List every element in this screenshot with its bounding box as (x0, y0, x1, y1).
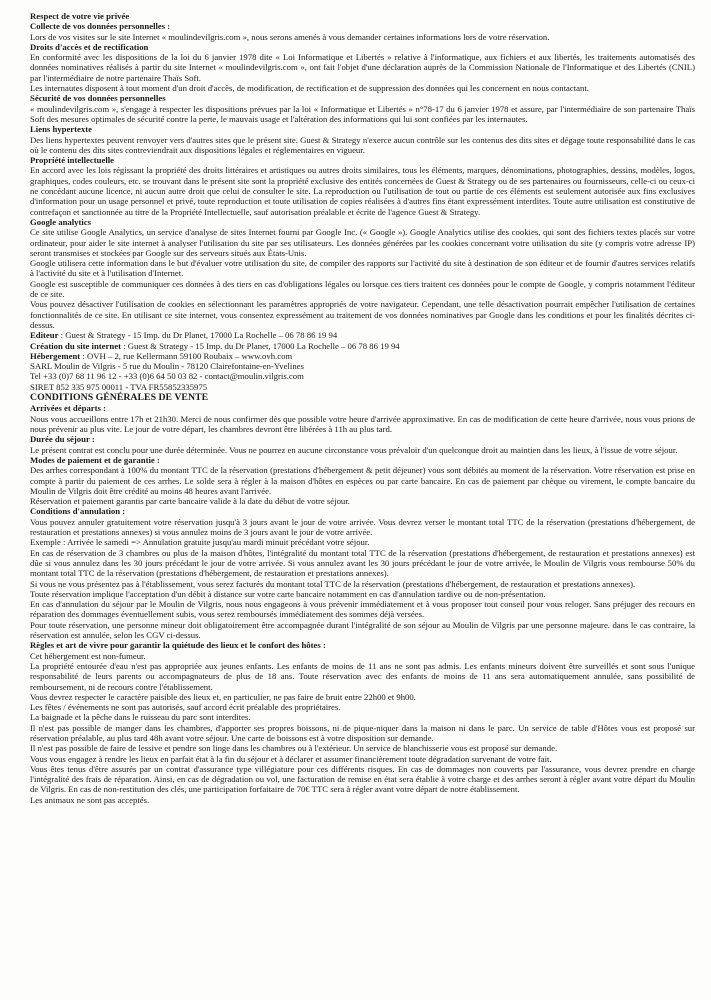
document-title: CONDITIONS GÉNÉRALES DE VENTE (30, 391, 209, 403)
contact-info-line (30, 330, 695, 340)
paragraph: Si vous ne vous présentez pas à l'établissement, vous serez facturés du montant total TTC de la réservation (prestations d'hébergement, de restauration et prestations annexes). (30, 578, 636, 589)
paragraph: Il n'est pas possible de faire de lessive et pendre son linge dans les chambres ou à l'extérieur. Un service de blanchisserie vous est proposé sur demande. (30, 743, 558, 754)
paragraph: Le présent contrat est conclu pour une durée déterminée. Vous ne pourrez en aucune circonstance vous prévaloir d'un quelconque droit au maintien dans les lieux, à l'issue de votre séjour. (30, 444, 678, 455)
paragraph: En conformité avec les dispositions de la loi du 6 janvier 1978 dite « Loi Informatique et Libertés » relative à l'informatique, aux fichiers et aux libertés, les traitements automatisés des données nominatives réalisés à partir du site Internet « moulindevilgris.com », ont fait l'objet d'une déclaration auprès de la Commission Nationale de l'Informatique et des Libertés (CNIL) par l'intermédiaire de notre partenaire Thaïs Soft. (30, 52, 695, 83)
paragraph: Vous vous engagez à rendre les lieux en parfait état à la fin du séjour et à déclarer et assumer financièrement toute dégradation survenant de votre fait. (30, 753, 552, 764)
paragraph: Nous vous accueillons entre 17h et 21h30. Merci de nous confirmer dès que possible votre heure d'arrivée approximative. En cas de modification de cette heure d'arrivée, nous vous prions de nous prévenir au plus vite. Le jour de votre départ, les chambres devront être libérées à 11h au plus tard. (30, 413, 695, 435)
section-heading: Sécurité de vos données personnelles (30, 93, 166, 104)
paragraph: Vous pouvez annuler gratuitement votre réservation jusqu'à 3 jours avant le jour de votre arrivée. Vous devrez verser le montant total TTC de la réservation (prestations d'hébergement, de restauration et prestations annexes) si vous annulez moins de 3 jours avant le jour de votre arrivée. (30, 516, 695, 538)
section-heading: Propriété intellectuelle (30, 155, 115, 166)
section-heading: Durée du séjour : (30, 434, 95, 445)
section-heading: Collecte de vos données personnelles : (30, 21, 171, 32)
section-heading: Respect de votre vie privée (30, 11, 130, 21)
paragraph: Toute réservation implique l'acceptation d'un débit à distance sur votre carte bancaire notamment en cas d'annulation tardive ou de non-présentation. (30, 588, 546, 599)
paragraph: Des arrhes correspondant à 100% du montant TTC de la réservation (prestations d'hébergement & petit déjeuner) vous sont débités au moment de la réservation. Votre réservation est prise en compte à partir du paiement de ces arrhes. Le solde sera à régler à la maison d'hôtes en espèces ou par carte bancaire. En cas de paiement par chèque ou virement, le compte bancaire du Moulin de Vilgris doit être crédité au moins 48 heures avant l'arrivée. (30, 465, 695, 496)
paragraph: La propriété entourée d'eau n'est pas appropriée aux jeunes enfants. Les enfants de moins de 11 ans ne sont pas admis. Les enfants mineurs doivent être surveillés et sont sous l'unique responsabilité de leurs parents ou accompagnateurs de plus de 18 ans. Toute réservation avec des enfants de moins de 11 ans sera automatiquement annulée, sans possibilité de remboursement, ni de recours contre l'établissement. (30, 660, 695, 692)
section-heading: Arrivées et départs : (30, 403, 106, 414)
paragraph: Exemple : Arrivée le samedi => Annulation gratuite jusqu'au mardi minuit précédant votre séjour. (30, 537, 370, 548)
paragraph: En cas d'annulation du séjour par le Moulin de Vilgris, nous nous engageons à vous prévenir immédiatement et à vous proposer tout conseil pour vous reloger. Sans préjuger des recours en réparation des dommages éventuellement subis, vous serez remboursés immédiatement des sommes déjà versées. (30, 599, 695, 620)
paragraph: SIRET 852 335 975 00011 - TVA FR55852335975 (30, 381, 208, 392)
terms-document (30, 11, 695, 805)
paragraph: Les fêtes / événements ne sont pas autorisés, sauf accord écrit préalable des propriétaires. (30, 702, 341, 713)
paragraph: Les animaux ne sont pas acceptés. (30, 794, 150, 805)
paragraph: Google utilisera cette information dans le but d'évaluer votre utilisation du site, de compiler des rapports sur l'activité du site à destination de son éditeur et de fournir d'autres services relatifs à l'activité du site et à l'utilisation d'Internet. (30, 258, 695, 279)
field-value: : OVH – 2, rue Kellermann 59100 Roubaix – www.ovh.com (80, 350, 293, 361)
paragraph: Vous pouvez désactiver l'utilisation de cookies en sélectionnant les paramètres appropriés de votre navigateur. Cependant, une telle désactivation pourrait empêcher l'utilisation de certaines fonctionnalités de ce site. En utilisant ce site internet, vous consentez expressément au traitement de vos données nominatives par Google dans les conditions et pour les finalités décrites ci-dessus. (30, 299, 695, 330)
paragraph: Ce site utilise Google Analytics, un service d'analyse de sites Internet fourni par Google Inc. (« Google »). Google Analytics utilise des cookies, qui sont des fichiers textes placés sur votre ordinateur, pour aider le site internet à analyser l'utilisation du site par ses utilisateurs. Les données générées par les cookies concernant votre utilisation du site (y compris votre adresse IP) seront transmises et stockées par Google sur des serveurs situés aux États-Unis. (30, 227, 695, 258)
section-heading: Modes de paiement et de garantie : (30, 454, 160, 465)
paragraph: Cet hébergement est non-fumeur. (30, 650, 146, 661)
section-heading: Liens hypertexte (30, 124, 93, 135)
paragraph: En accord avec les lois régissant la propriété des droits littéraires et artistiques ou autres droits similaires, tous les éléments, marques, dénominations, photographies, dessins, modèles, logos, graphiques, codes couleurs, etc. se trouvant dans le présent site sont la propriété exclusive des entités concernées de Guest & Strategy ou de ses partenaires ou fournisseurs, celle-ci ou ceux-ci ne concédant aucune licence, ni aucun autre droit que celui de consulter le site. La reproduction ou l'utilisation de tout ou partie de ces éléments est seulement autorisée aux fins exclusives d'information pour un usage personnel et privé, toute reproduction et toute utilisation de copies réalisées à d'autres fins étant expressément interdites. Toute autre utilisation est constitutive de contrefaçon et sanctionnée au titre de la Propriété Intellectuelle, sauf autorisation préalable et écrite de l'agence Guest & Strategy. (30, 165, 695, 217)
paragraph: SARL Moulin de Vilgris - 5 rue du Moulin - 78120 Clairefontaine-en-Yvelines (30, 361, 304, 372)
paragraph: Vous êtes tenus d'être assurés par un contrat d'assurance type villégiature pour ces différents risques. En cas de dommages non couverts par l'assurance, vous devrez prendre en charge l'intégralité des frais de réparation. Ainsi, en cas de dégradation ou vol, une facturation de remise en état sera établie à votre charge et des arrhes seront à régler avant votre départ du Moulin de Vilgris. En cas de non-restitution des clés, une participation forfaitaire de 70€ TTC sera à régler avant votre départ de notre établissement. (30, 763, 695, 795)
section-heading: Conditions d'annulation : (30, 506, 126, 517)
paragraph: La baignade et la pêche dans le ruisseau du parc sont interdites. (30, 712, 251, 723)
field-label: Editeur (30, 330, 59, 341)
paragraph: Pour toute réservation, une personne mineur doit obligatoirement être accompagnée durant l'intégralité de son séjour au Moulin de Vilgris par une personne majeure. dans le cas contraire, la réservation est annulée, selon les CGV ci-dessus. (30, 619, 695, 641)
paragraph: Tel +33 (0)7 68 11 96 12 - +33 (0)6 64 50 03 82 - contact@moulin.vilgris.com (30, 371, 304, 382)
paragraph: Google est susceptible de communiquer ces données à des tiers en cas d'obligations légales ou lorsque ces tiers traitent ces données pour le compte de Google, y compris notamment l'éditeur de ce site. (30, 278, 695, 300)
paragraph: Vous devrez respecter le caractère paisible des lieux et, en particulier, ne pas faire de bruit entre 22h00 et 9h00. (30, 691, 416, 702)
section-heading: Droits d'accès et de rectification (30, 41, 149, 52)
paragraph: Les internautes disposent à tout moment d'un droit d'accès, de modification, de rectification et de suppression des données qui les concernent en nous contactant. (30, 83, 589, 94)
field-value: : Guest & Strategy - 15 Imp. du Dr Planet, 17000 La Rochelle – 06 78 86 19 94 (58, 330, 338, 341)
paragraph: Il n'est pas possible de manger dans les chambres, d'apporter ses propres boissons, ni de pique-niquer dans la maison ni dans le parc. Un service de table d'Hôtes vous est proposé sur réservation préalable, au plus tard 48h avant votre séjour. Une carte de boissons est à votre disposition sur demande. (30, 722, 695, 743)
field-label: Hébergement (30, 350, 81, 361)
section-heading: Règles et art de vivre pour garantir la quiétude des lieux et le confort des hôtes : (30, 640, 326, 651)
paragraph: Des liens hypertextes peuvent renvoyer vers d'autres sites que le présent site. Guest & Strategy n'exerce aucun contrôle sur les contenus des dits sites et dégage toute responsabilité dans le cas où le contenu des dits sites contreviendrait aux dispositions légales et réglementaires en vigueur. (30, 134, 695, 155)
contact-info-line (30, 351, 695, 361)
field-value: : Guest & Strategy - 15 Imp. du Dr Planet, 17000 La Rochelle – 06 78 86 19 94 (120, 340, 400, 351)
paragraph: Lors de vos visites sur le site Internet « moulindevilgris.com », nous serons amenés à vous demander certaines informations lors de votre réservation. (30, 31, 550, 42)
paragraph: « moulindevilgris.com », s'engage à respecter les dispositions prévues par la loi « Informatique et Libertés » n°78-17 du 6 janvier 1978 et assure, par l'intermédiaire de son partenaire Thaïs Soft des mesures optimales de sécurité contre la perte, le mauvais usage et l'altération des informations qui lui sont confiées par les internautes. (30, 103, 695, 124)
field-label: Création du site internet (30, 340, 121, 351)
paragraph: En cas de réservation de 3 chambres ou plus de la maison d'hôtes, l'intégralité du montant total TTC de la réservation (prestations d'hébergement, de restauration et prestations annexes) est dûe si vous annulez dans les 30 jours précédant le jour de votre arrivée. Si vous annulez avant les 30 jours précédant le jour de votre arrivée, le Moulin de Vilgris vous rembourse 50% du montant total TTC de la réservation (prestations d'hébergement, de restauration et prestations annexes). (30, 547, 695, 579)
contact-info-line (30, 341, 695, 351)
section-heading: Google analytics (30, 216, 92, 227)
paragraph: Réservation et paiement garantis par carte bancaire valide à la date du début de votre séjour. (30, 496, 350, 507)
